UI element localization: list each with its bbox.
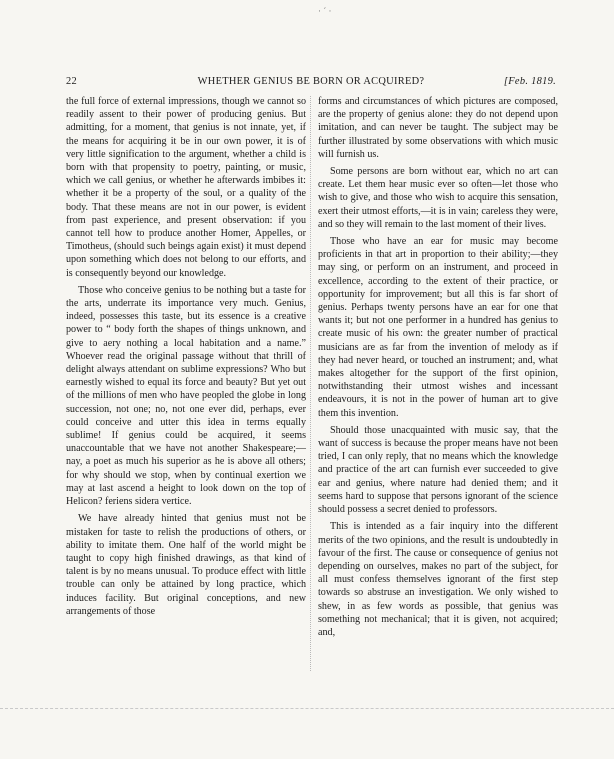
left-column xyxy=(66,95,306,622)
page-number: 22 xyxy=(66,76,77,87)
scan-edge xyxy=(0,708,614,709)
running-header xyxy=(66,76,556,90)
paragraph: Some persons are born without ear, which no art can create. Let them hear music ever so often—let those who wish to give, and those who wish to acquire this sensation, exert their utmost efforts,—it is in vain; careless they were, and so they will remain to the last moment of their lives. xyxy=(318,166,558,230)
column-divider xyxy=(310,96,311,671)
right-column xyxy=(318,95,558,643)
scan-mark: · ´ · xyxy=(318,6,332,16)
paragraph: We have already hinted that genius must not be mistaken for taste to relish the productions of others, or ability to imitate them. One half of the world might be taught to copy high finished drawings, as that kind of talent is by no means unusual. To produce effect with little trouble can only be attained by long practice, which induces facility. But original conceptions, and new arrangements of those xyxy=(66,513,306,617)
paragraph: Should those unacquainted with music say, that the want of success is because the proper means have not been tried, I can only reply, that no means which the knowledge and practice of the art can furnish ever succeeded to give ear and genius, where nature had denied them; and it seems hard to suppose that persons ignorant of the science should possess a secret denied to professors. xyxy=(318,424,558,516)
paragraph: the full force of external impressions, though we cannot so readily assent to their power of producing genius. But admitting, for a moment, that genius is not innate, yet, if the means for acquiring it be in our own power, it is of very little signification to the argument, whether a child is born with that propensity to poetry, painting, or music, which we call genius, or whether he afterwards imbibes it: whether it be a property of the soul, or a quality of the body. That these means are not in our power, is evident from past experience, and present observation: if you cannot tell how to produce another Homer, Appelles, or Timotheus, (should such beings again exist) it must depend upon something which does not belong to our efforts, and is consequently beyond our knowledge. xyxy=(66,96,306,279)
paragraph: Those who conceive genius to be nothing but a taste for the arts, underrate its importance very much. Genius, indeed, possesses this taste, but its essence is a creative power to “ body forth the shapes of things unknown, and give to aery nothing a local habitation and a name.” Whoever read the original passage without that thrill of delight always attendant on sublime expressions? Who but earnestly wished to equal its force and beauty? But yet out of the millions of men who have peopled the globe in long succession, not one; no, not one ever did, perhaps, ever could conceive and utter this idea in terms equally sublime! If genius could be acquired, it seems unaccountable that we have not another Shakespeare;—nay, a poet as much his superior as he is above all others; for why should we stop, when by continual exertion we may at last ascend a height to look down on the top of Helicon? feriens sidera vertice. xyxy=(66,284,306,508)
issue-date: [Feb. 1819. xyxy=(503,76,556,87)
paragraph: This is intended as a fair inquiry into the different merits of the two opinions, and the result is undoubtedly in favour of the first. The cause or consequence of genius not depending on ourselves, makes no part of the subject, for all must confess themselves ignorant of the first step towards so abstruse an investigation. We only wished to shew, in as few words as possible, that genius was something not mechanical; that it is given, not acquired; and, xyxy=(318,521,558,638)
running-title: WHETHER GENIUS BE BORN OR ACQUIRED? xyxy=(197,76,425,87)
paragraph: Those who have an ear for music may become proficients in that art in proportion to their ability;—they may sing, or perform on an instrument, and proceed in excellence, according to the extent of their practice, or opportunity for improvement; but all this is far short of genius. Perhaps twenty persons have an ear for one that wants it; but not one performer in a hundred has genius to create music of his own: the greater number of practical musicians are as far from the invention of melody as if they had never heard, or touched an instrument; and, what makes altogether for the support of the first opinion, notwithstanding their utmost wishes and incessant endeavours, it is not in the power of human art to give them this invention. xyxy=(318,236,558,419)
paragraph: forms and circumstances of which pictures are composed, are the property of genius alone: they do not depend upon imitation, and can never be taught. The subject may be further illustrated by some observations with which music will furnish us. xyxy=(318,96,558,160)
